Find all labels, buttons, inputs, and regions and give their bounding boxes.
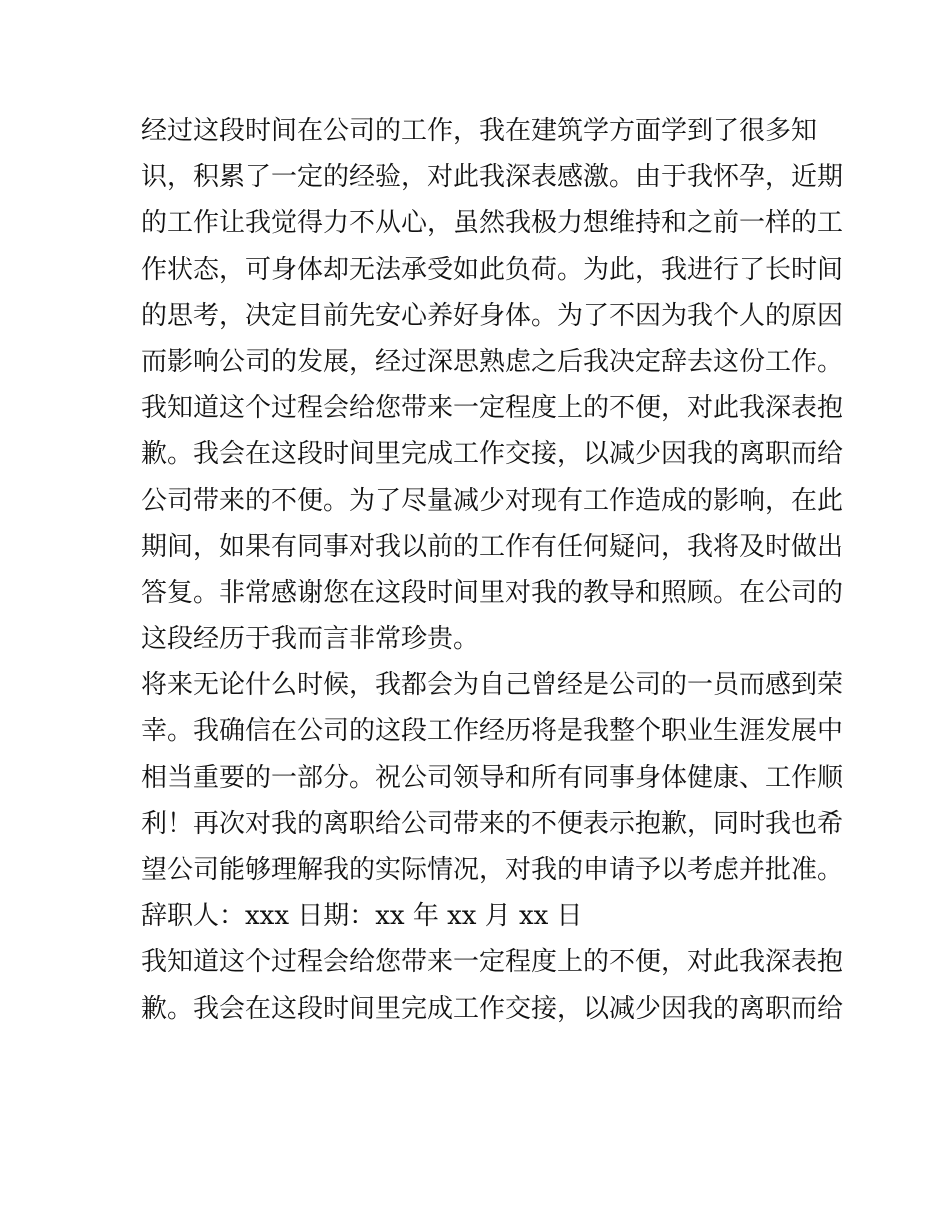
text-line: 期间，如果有同事对我以前的工作有任何疑问，我将及时做出 — [141, 531, 844, 562]
text-line: 经过这段时间在公司的工作，我在建筑学方面学到了很多知 — [141, 116, 818, 146]
text-line: 作状态，可身体却无法承受如此负荷。为此，我进行了长时间 — [141, 254, 844, 285]
text-line: 利！再次对我的离职给公司带来的不便表示抱歉，同时我也希 — [141, 808, 844, 839]
text-line: 相当重要的一部分。祝公司领导和所有同事身体健康、工作顺 — [141, 762, 844, 793]
text-line: 我知道这个过程会给您带来一定程度上的不便，对此我深表抱 — [141, 947, 844, 978]
text-line: 而影响公司的发展，经过深思熟虑之后我决定辞去这份工作。 — [141, 346, 844, 377]
text-line: 将来无论什么时候，我都会为自己曾经是公司的一员而感到荣 — [141, 670, 844, 701]
text-line: 歉。我会在这段时间里完成工作交接，以减少因我的离职而给 — [141, 439, 844, 470]
text-line: 识，积累了一定的经验，对此我深表感激。由于我怀孕，近期 — [141, 162, 844, 193]
text-line: 望公司能够理解我的实际情况，对我的申请予以考虑并批准。 — [141, 855, 844, 885]
text-line: 我知道这个过程会给您带来一定程度上的不便，对此我深表抱 — [141, 393, 844, 424]
text-line: 公司带来的不便。为了尽量减少对现有工作造成的影响，在此 — [141, 485, 844, 516]
text-line: 这段经历于我而言非常珍贵。 — [141, 624, 480, 655]
text-line: 的思考，决定目前先安心养好身体。为了不因为我个人的原因 — [141, 300, 844, 331]
text-line: 幸。我确信在公司的这段工作经历将是我整个职业生涯发展中 — [141, 716, 844, 747]
letter-body — [141, 108, 844, 1032]
text-line: 答复。非常感谢您在这段时间里对我的教导和照顾。在公司的 — [141, 577, 844, 608]
signature-date-line: 辞职人：xxx 日期：xx 年 xx 月 xx 日 — [141, 901, 583, 932]
text-line: 歉。我会在这段时间里完成工作交接，以减少因我的离职而给 — [141, 993, 844, 1024]
text-line: 的工作让我觉得力不从心，虽然我极力想维持和之前一样的工 — [141, 208, 844, 239]
